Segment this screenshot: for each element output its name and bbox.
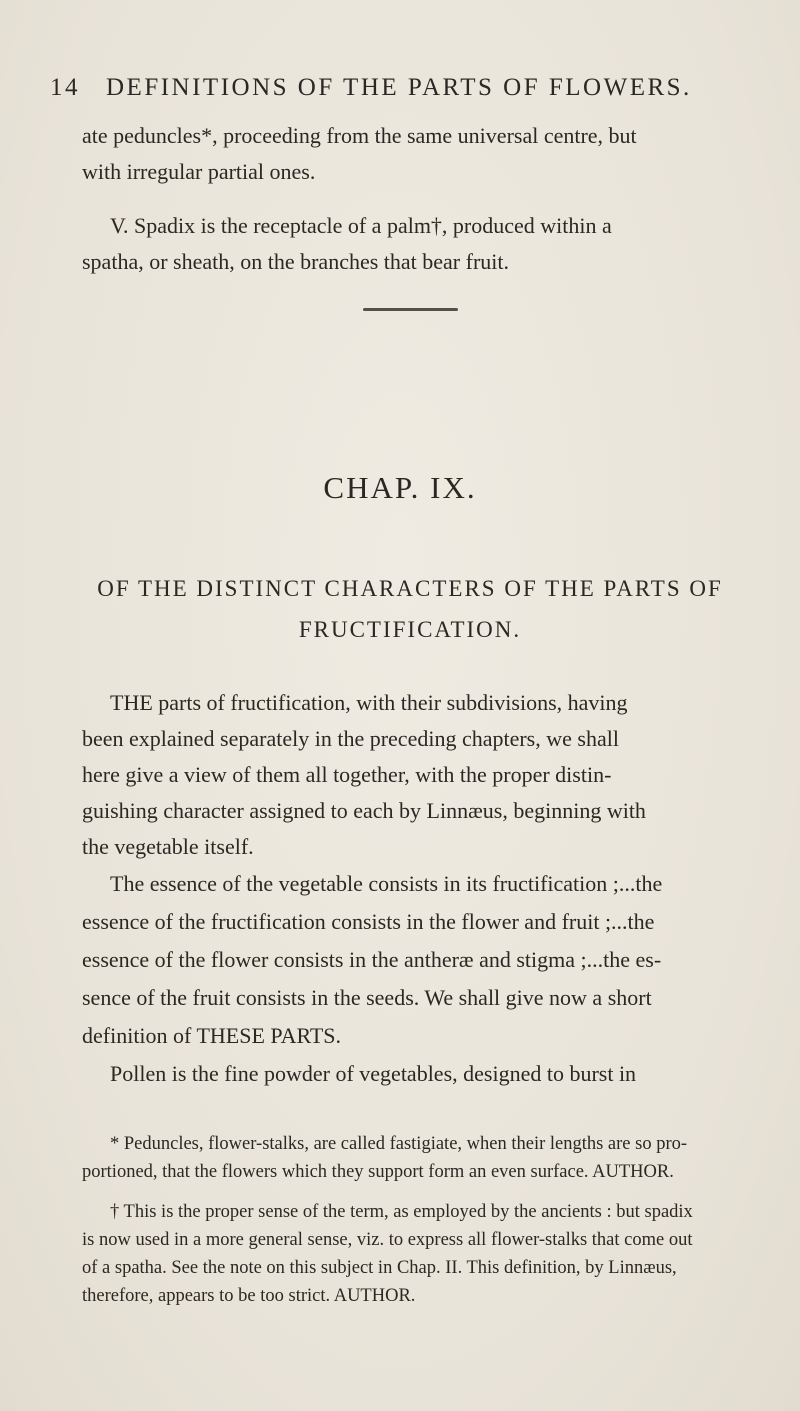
spadix-paragraph (82, 208, 766, 280)
body-paragraph-2 (82, 865, 766, 1093)
text-line: essence of the fructification consists in the flower and fruit ;...the (82, 909, 655, 934)
footnote-peduncles (82, 1130, 770, 1186)
text-line: THE parts of fructification, with their subdivisions, having (110, 690, 628, 715)
continuation-paragraph (82, 118, 766, 190)
footnote-spadix (82, 1198, 770, 1310)
text-line: the vegetable itself. (82, 834, 254, 859)
footnote-line: portioned, that the flowers which they support form an even surface. AUTHOR. (82, 1162, 674, 1182)
section-divider (363, 308, 458, 311)
chapter-title-line: OF THE DISTINCT CHARACTERS OF THE PARTS OF (97, 576, 723, 601)
text-line: been explained separately in the preceding chapters, we shall (82, 726, 619, 751)
text-line: with irregular partial ones. (82, 159, 316, 184)
text-line: The essence of the vegetable consists in its fructification ;...the (110, 871, 663, 896)
text-line: ate peduncles*, proceeding from the same universal centre, but (82, 123, 637, 148)
text-line: Pollen is the fine powder of vegetables, designed to burst in (110, 1061, 637, 1086)
chapter-title (60, 568, 760, 650)
page-number: 14 (50, 74, 80, 101)
text-line: spatha, or sheath, on the branches that bear fruit. (82, 249, 510, 274)
chapter-heading: CHAP. IX. (323, 470, 477, 505)
text-line: here give a view of them all together, with the proper distin- (82, 762, 612, 787)
running-title: DEFINITIONS OF THE PARTS OF FLOWERS. (106, 74, 692, 101)
footnote-line: therefore, appears to be too strict. AUTHOR. (82, 1286, 416, 1306)
text-line: V. Spadix is the receptacle of a palm†, produced within a (110, 213, 612, 238)
text-line: guishing character assigned to each by Linnæus, beginning with (82, 798, 646, 823)
footnote-line: is now used in a more general sense, viz. to express all flower-stalks that come out (82, 1230, 693, 1250)
footnote-line: † This is the proper sense of the term, as employed by the ancients : but spadix (110, 1202, 693, 1222)
footnote-line: of a spatha. See the note on this subject in Chap. II. This definition, by Linnæus, (82, 1258, 677, 1278)
chapter-title-line: FRUCTIFICATION. (298, 617, 522, 642)
running-header (50, 74, 760, 102)
footnote-line: * Peduncles, flower-stalks, are called fastigiate, when their lengths are so pro- (110, 1134, 688, 1154)
text-line: sence of the fruit consists in the seeds. We shall give now a short (82, 985, 652, 1010)
text-line: definition of THESE PARTS. (82, 1023, 342, 1048)
body-paragraph-1 (82, 685, 766, 865)
text-line: essence of the flower consists in the antheræ and stigma ;...the es- (82, 947, 662, 972)
